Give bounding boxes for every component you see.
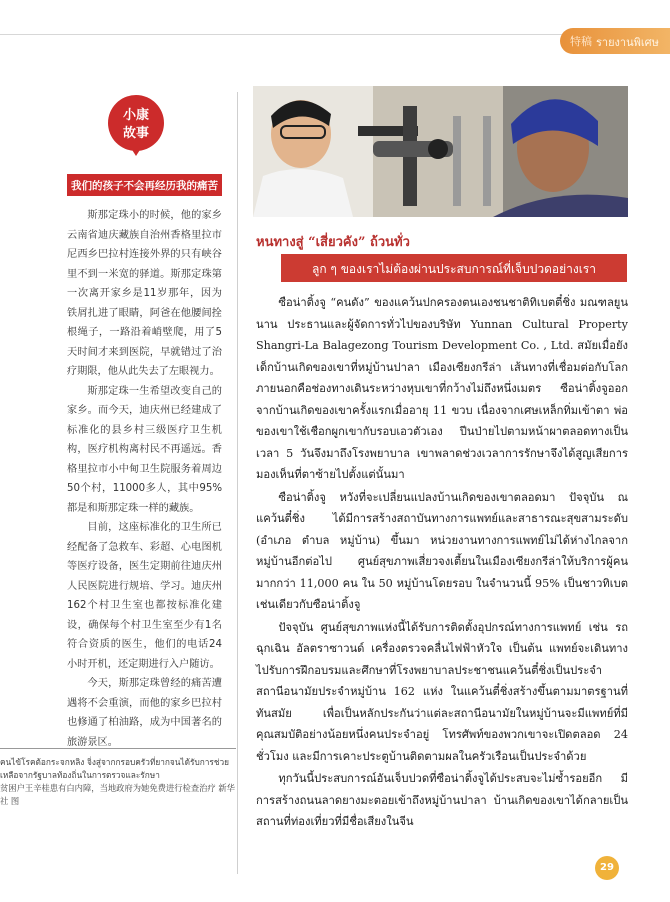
article-paragraph: ซือน่าติ้งจู “คนดัง” ของแคว้นปกครองตนเองชนชาติทิเบตตี๋ชิ่ง มณฑลยูนนาน ประธานและผู้จัดการทั่วไปของบริษัท Yunnan Cultural Property Shangri-La Balagezong Tourism Development Co. , Ltd. สมัยเมื่อยังเด็กบ้านเกิดของเขาที่หมู่บ้านปาลา เมืองเซียงกรีล่า เส้นทางที่เชื่อมต่อกับโลกภายนอกคือช่องทางเดินระหว่างหุบเขาที่กว้างไม่ถึงหนึ่งเมตร ซือน่าติ้งจูออกจากบ้านเกิดของเขาครั้งแรกเมื่ออายุ 11 ขวบ เนื่องจากเศษเหล็กทิ่มเข้าตา พ่อของเขาใช้เชือกผูกเขากับรอบเอวตัวเอง ปีนป่ายไปตามหน้าผาตลอดทางเป็นเวลา 5 วันจึงมาถึงโรงพยาบาล เขาพลาดช่วงเวลาการรักษาจึงได้สูญเสียการมองเห็นที่ตาซ้ายไปตั้งแต่นั้นมา — [256, 296, 628, 481]
left-article — [67, 206, 222, 752]
left-paragraph: 目前，这座标准化的卫生所已经配备了急救车、彩超、心电图机等医疗设备，医生定期前往迪庆州人民医院进行规培、学习。迪庆州162个村卫生室也都按标准化建设，确保每个村卫生室至少有1名符合资质的医生，他们的电话24小时开机，还定期进行入户随访。 — [67, 522, 222, 670]
article-subtitle-bar — [281, 254, 627, 282]
left-paragraph: 斯那定珠一生希望改变自己的家乡。而今天，迪庆州已经建成了标准化的县乡村三级医疗卫生机构，医疗机构离村民不再遥远。香格里拉市小中甸卫生院服务着周边50个村，11000多人，其中95%都是和斯那定珠一样的藏族。 — [67, 385, 222, 514]
eye-exam-photo — [253, 86, 628, 217]
photo-caption — [0, 756, 236, 808]
section-label-cn: 特稿 — [570, 35, 592, 48]
left-paragraph: 斯那定珠小的时候，他的家乡云南省迪庆藏族自治州香格里拉市尼西乡巴拉村连接外界的只有峡谷里不到一米宽的驿道。斯那定珠第一次离开家乡是11岁那年，因为铁屑扎进了眼睛，阿爸在他腰间拴根绳子，一路沿着峭壁爬，用了5天时间才来到医院，早就错过了治疗期限，他从此失去了左眼视力。 — [67, 210, 222, 377]
caption-thai: คนไข้โรคต้อกระจกหลิง จิ่งสู่จากกรอบครัวที่ยากจนได้รับการช่วยเหลือจากรัฐบาลท้องถิ่นในการตรวจและรักษา — [0, 757, 229, 780]
article-paragraph: ซือน่าติ้งจู หวังที่จะเปลี่ยนแปลงบ้านเกิดของเขาตลอดมา ปัจจุบัน ณ แคว้นตี๋ชิ่ง ได้มีการสร้างสถาบันทางการแพทย์และสาธารณะสุขสามระดับ (อำเภอ ตำบล หมู่บ้าน) ขึ้นมา หน่วยงานทางการแพทย์ไม่ได้ห่างไกลจากหมู่บ้านอีกต่อไป ศูนย์สุขภาพเสี่ยวจงเตี้ยนในเมืองเซียงกรีล่าให้บริการผู้คนมากกว่า 11,000 คน ใน 50 หมู่บ้านโดยรอบ ในจำนวนนี้ 95% เป็นชาวทิเบตเช่นเดียวกับซือน่าติ้งจู — [256, 490, 628, 611]
article-paragraph: ทุกวันนี้ประสบการณ์อันเจ็บปวดที่ซือน่าติ้งจูได้ประสบจะไม่ซ้ำรอยอีก มีการสร้างถนนลาดยางมะตอยเข้าถึงหมู่บ้านปาลา บ้านเกิดของเขาได้กลายเป็นสถานที่ท่องเที่ยวที่มีชื่อเสียงในจีน — [256, 772, 628, 828]
article-title: หนทางสู่ “เสี่ยวคัง” ถ้วนทั่ว — [256, 235, 410, 250]
section-tab — [560, 28, 670, 54]
page-number: 29 — [595, 856, 619, 880]
section-label-th: รายงานพิเศษ — [596, 36, 659, 49]
left-title: 我们的孩子不会再经历我的痛苦 — [71, 180, 218, 192]
story-badge — [108, 95, 164, 151]
caption-chinese: 贫困户王辛桂患有白内障，当地政府为她免费进行检查治疗 新华社 图 — [0, 783, 235, 806]
left-paragraph: 今天，斯那定珠曾经的痛苦遭遇将不会重演，而他的家乡巴拉村也修通了柏油路，成为中国著名的旅游景区。 — [67, 678, 222, 748]
article-paragraph: ปัจจุบัน ศูนย์สุขภาพแห่งนี้ได้รับการติดตั้งอุปกรณ์ทางการแพทย์ เช่น รถฉุกเฉิน อัลตราซาวนด์ เครื่องตรวจคลื่นไฟฟ้าหัวใจ เป็นต้น แพทย์จะเดินทางไปรับการฝึกอบรมและศึกษาที่โรงพยาบาลประชาชนแคว้นตี๋ชิ่งเป็นประจำ สถานีอนามัยประจำหมู่บ้าน 162 แห่ง ในแคว้นตี๋ชิ่งสร้างขึ้นตามมาตรฐานที่ทันสมัย เพื่อเป็นหลักประกันว่าแต่ละสถานีอนามัยในหมู่บ้านจะมีแพทย์ที่มีคุณสมบัติอย่างน้อยหนึ่งคนประจำอยู่ โทรศัพท์ของพวกเขาจะเปิดตลอด 24 ชั่วโมง และมีการเคาะประตูบ้านติดตามผลในครัวเรือนเป็นประจำด้วย — [256, 620, 628, 763]
left-title-bar — [67, 174, 222, 196]
badge-line1: 小康 — [122, 108, 149, 123]
article-body — [256, 292, 628, 834]
column-divider — [237, 92, 238, 874]
article-subtitle: ลูก ๆ ของเราไม่ต้องผ่านประสบการณ์ที่เจ็บปวดอย่างเรา — [312, 262, 596, 276]
caption-rule — [0, 748, 236, 749]
badge-line2: 故事 — [122, 126, 149, 141]
